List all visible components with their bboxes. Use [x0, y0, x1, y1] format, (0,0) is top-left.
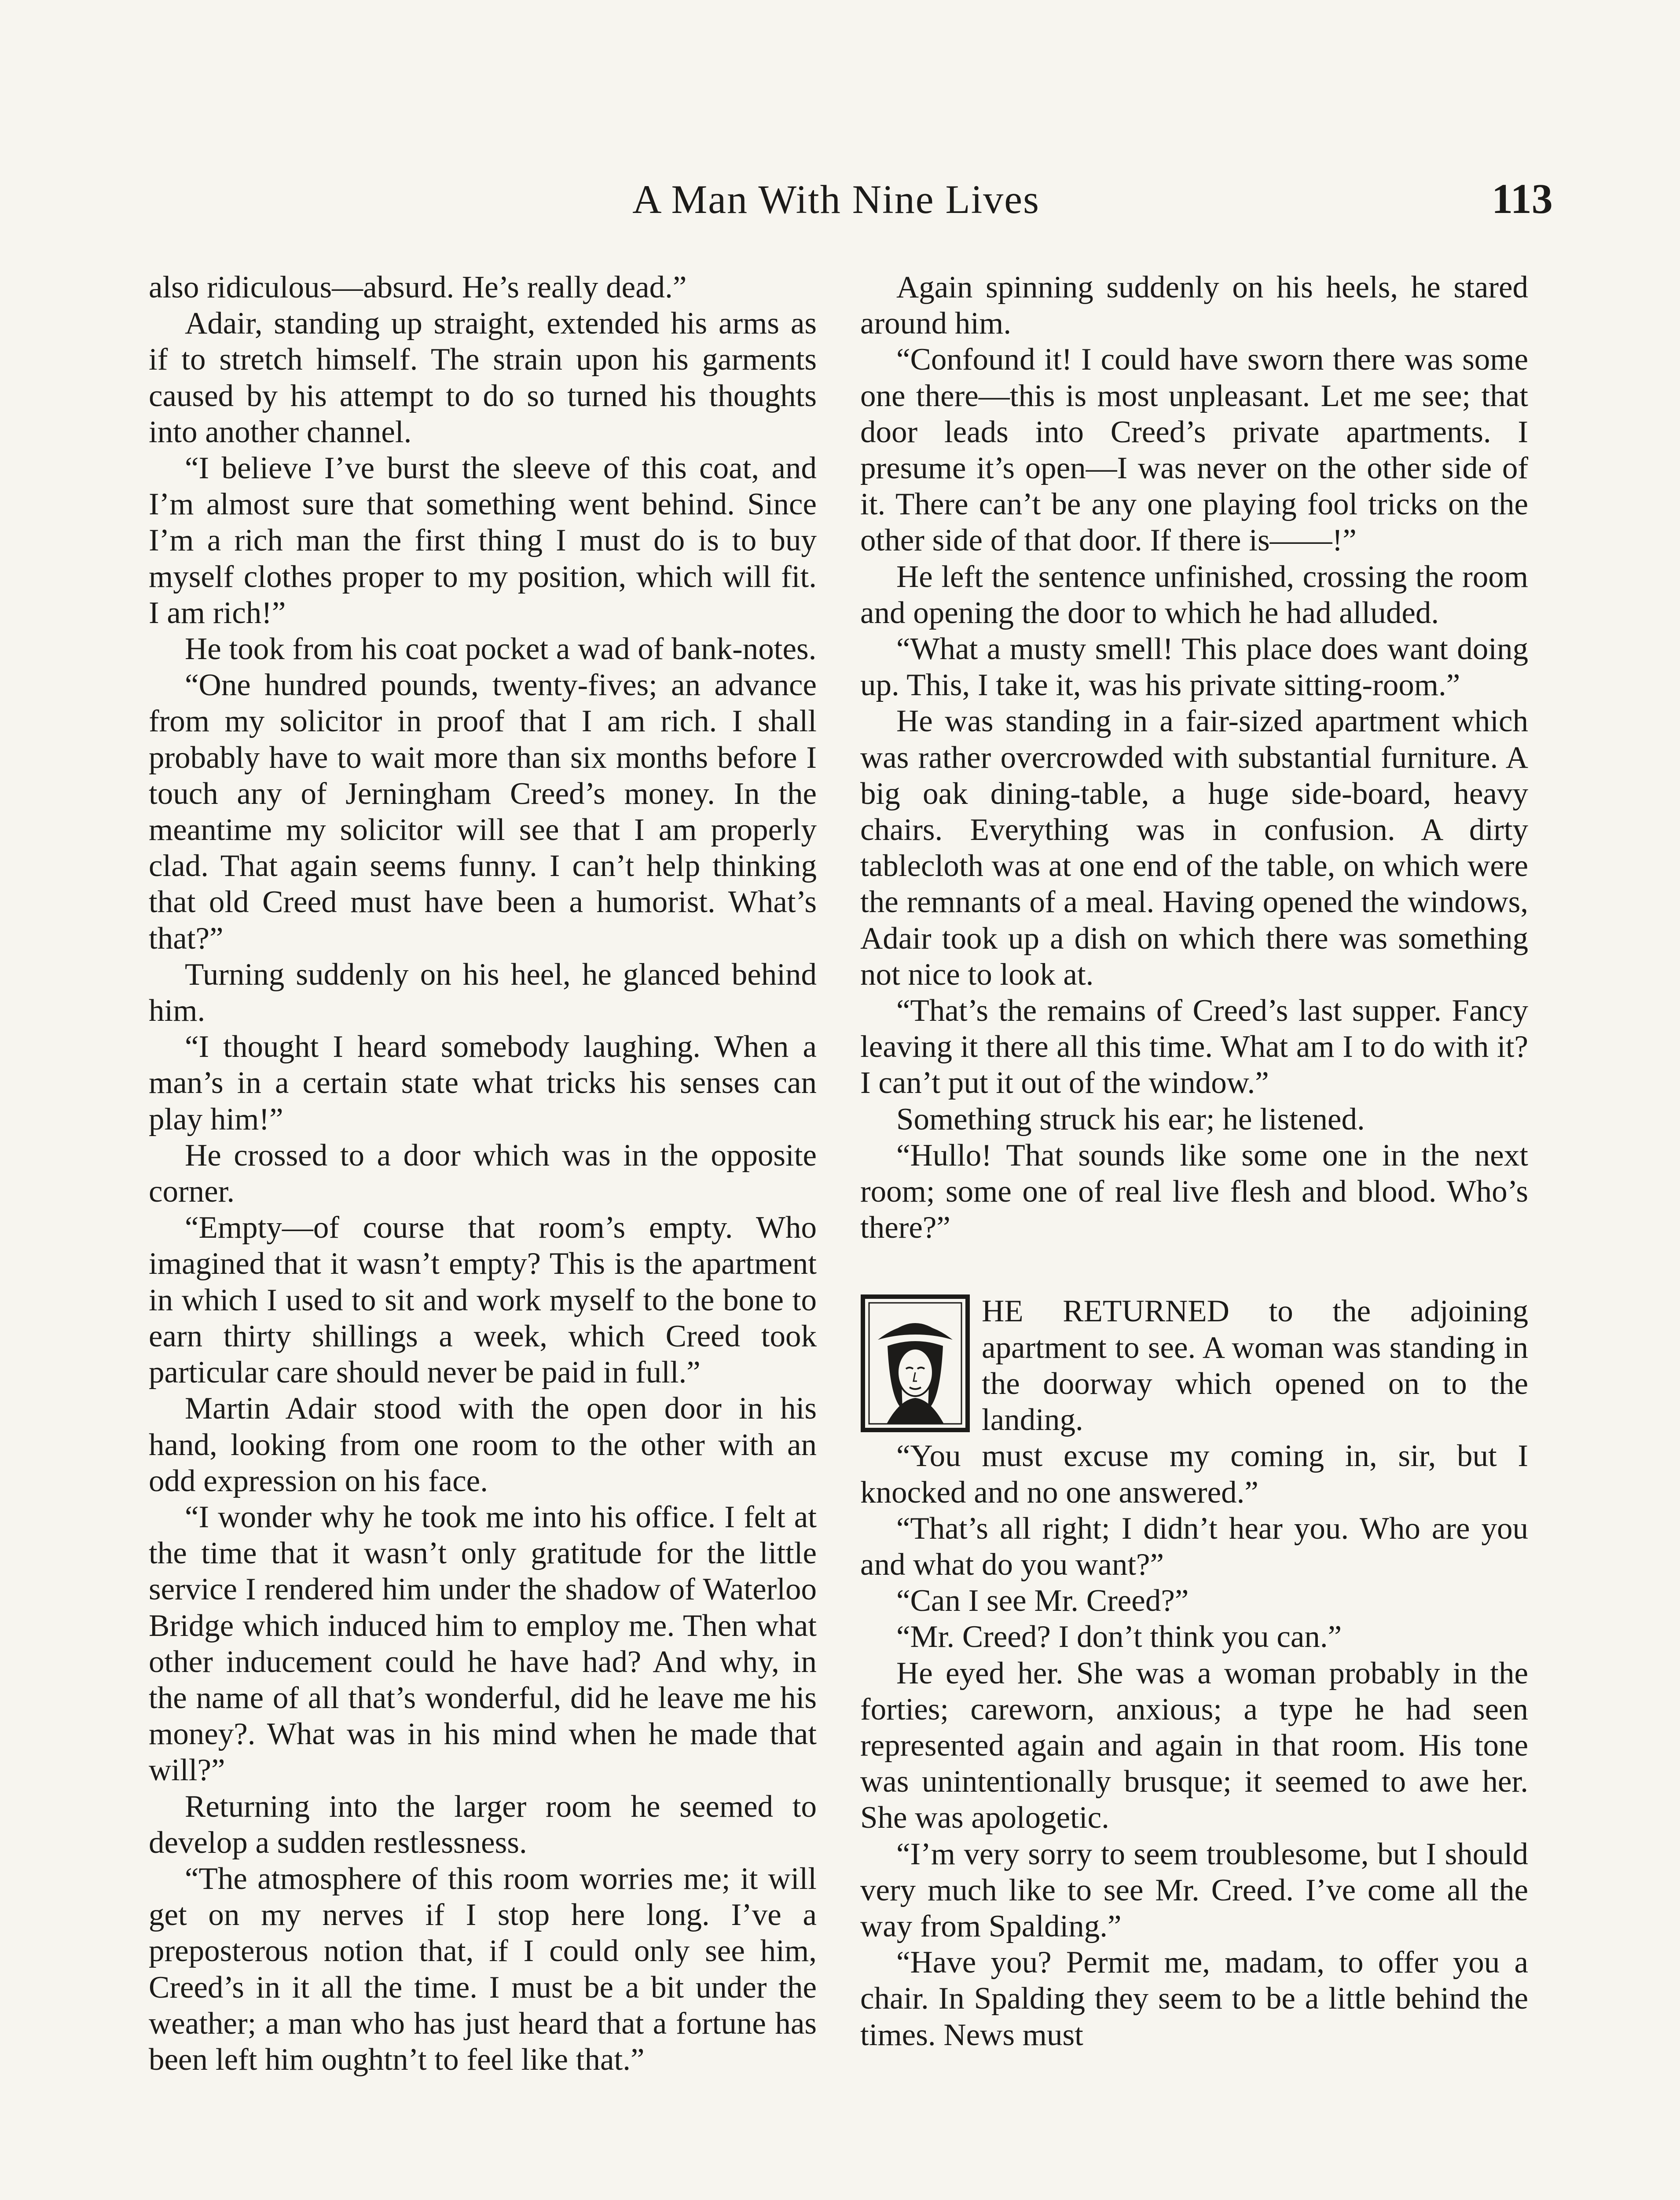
paragraph: Something struck his ear; he listened.: [896, 1102, 1365, 1137]
paragraph: “I believe I’ve burst the sleeve of this coat, and I’m almost sure that something went behind. Since I’m a rich man the first thing I must do is to buy myself clothes proper to my position, which will fit. I am rich!”: [149, 451, 817, 630]
right-column: [860, 269, 1528, 2053]
paragraph: He left the sentence unfinished, crossing the room and opening the door to which he had alluded.: [860, 559, 1528, 630]
paragraph: Martin Adair stood with the open door in his hand, looking from one room to the other with an odd expression on his face.: [149, 1391, 817, 1498]
paragraph: “One hundred pounds, twenty-fives; an advance from my solicitor in proof that I am rich. I shall probably have to wait more than six months before I touch any of Jerningham Creed’s money. In the meantime my solicitor will see that I am properly clad. That again seems funny. I can’t help thinking that old Creed must have been a humorist. What’s that?”: [149, 668, 817, 956]
paragraph: He was standing in a fair-sized apartment which was rather overcrowded with substantial furniture. A big oak dining-table, a huge side-board, heavy chairs. Everything was in confusion. A dirty tablecloth was at one end of the table, on which were the remnants of a meal. Having opened the windows, Adair took up a dish on which there was something not nice to look at.: [860, 704, 1528, 992]
paragraph: “Have you? Permit me, madam, to offer you a chair. In Spalding they seem to be a little behind the times. News must: [860, 1945, 1528, 2052]
paragraph: “What a musty smell! This place does want doing up. This, I take it, was his private sitting-room.”: [860, 632, 1528, 703]
paragraph: Adair, standing up straight, extended his arms as if to stretch himself. The strain upon his garments caused by his attempt to do so turned his thoughts into another channel.: [149, 306, 817, 449]
paragraph: “That’s the remains of Creed’s last supper. Fancy leaving it there all this time. What am I to do with it? I can’t put it out of the window.”: [860, 994, 1528, 1100]
running-title: A Man With Nine Lives: [632, 177, 1040, 222]
paragraph: “Can I see Mr. Creed?”: [896, 1584, 1189, 1618]
woman-portrait-icon: [860, 1294, 970, 1433]
dropcap-paragraph-text: HE RETURNED to the adjoining apartment to see. A woman was standing in the doorway which opened on to the landing.: [982, 1294, 1528, 1437]
paragraph: He crossed to a door which was in the opposite corner.: [149, 1138, 817, 1209]
paragraph: He eyed her. She was a woman probably in the forties; careworn, anxious; a type he had seen represented again and again in that room. His tone was unintentionally brusque; it seemed to awe her. She was apologetic.: [860, 1656, 1528, 1835]
paragraph: Again spinning suddenly on his heels, he stared around him.: [860, 270, 1528, 341]
paragraph: “Hullo! That sounds like some one in the next room; some one of real live flesh and blood. Who’s there?”: [860, 1138, 1528, 1245]
paragraph: Returning into the larger room he seemed to develop a sudden restlessness.: [149, 1789, 817, 1860]
section-break: [860, 1246, 1528, 1293]
paragraph: “The atmosphere of this room worries me; it will get on my nerves if I stop here long. I’ve a preposterous notion that, if I could only see him, Creed’s in it all the time. I must be a bit under the weather; a man who has just heard that a fortune has been left him oughtn’t to feel like that.”: [149, 1861, 817, 2077]
left-column: [149, 269, 817, 2078]
paragraph: also ridiculous—absurd. He’s really dead.”: [149, 270, 687, 304]
paragraph: “That’s all right; I didn’t hear you. Who are you and what do you want?”: [860, 1511, 1528, 1582]
paragraph: “Mr. Creed? I don’t think you can.”: [896, 1620, 1342, 1654]
paragraph: “I thought I heard somebody laughing. When a man’s in a certain state what tricks his senses can play him!”: [149, 1030, 817, 1137]
paragraph: “I’m very sorry to seem troublesome, but I should very much like to see Mr. Creed. I’ve come all the way from Spalding.”: [860, 1837, 1528, 1943]
page-number: 113: [1492, 175, 1553, 222]
paragraph: “You must excuse my coming in, sir, but I knocked and no one answered.”: [860, 1439, 1528, 1510]
paragraph: He took from his coat pocket a wad of bank-notes.: [185, 632, 817, 667]
paragraph: Turning suddenly on his heel, he glanced behind him.: [149, 957, 817, 1028]
dropcap-paragraph: [860, 1293, 1528, 1438]
paragraph: “Confound it! I could have sworn there was some one there—this is most unpleasant. Let me see; that door leads into Creed’s private apartments. I presume it’s open—I was never on the other side of it. There can’t be any one playing fool tricks on the other side of that door. If there is——!”: [860, 342, 1528, 558]
paragraph: “I wonder why he took me into his office. I felt at the time that it wasn’t only gratitude for the little service I rendered him under the shadow of Waterloo Bridge which induced him to employ me. Then what other inducement could he have had? And why, in the name of all that’s wonderful, did he leave me his money?. What was in his mind when he made that will?”: [149, 1500, 817, 1788]
paragraph: “Empty—of course that room’s empty. Who imagined that it wasn’t empty? This is the apartment in which I used to sit and work myself to the bone to earn thirty shillings a week, which Creed took particular care should never be paid in full.”: [149, 1210, 817, 1390]
